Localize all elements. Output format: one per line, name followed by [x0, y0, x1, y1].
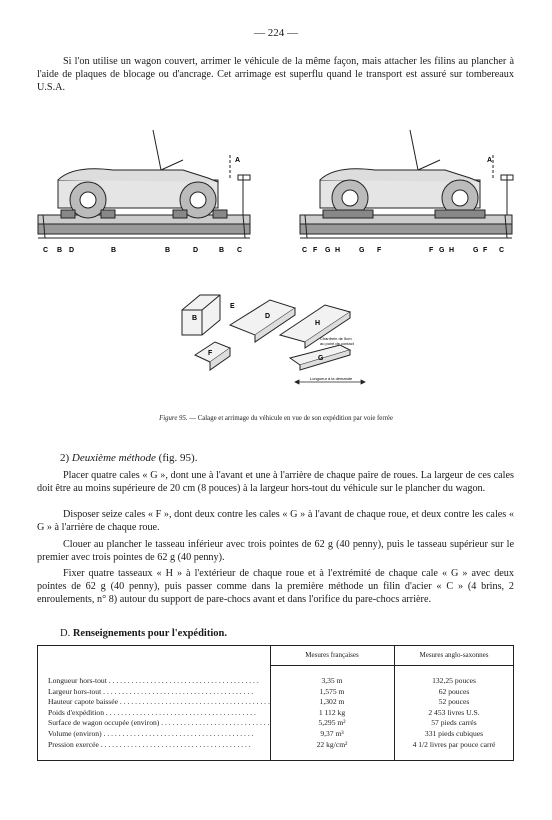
- svg-text:F: F: [313, 247, 318, 254]
- svg-text:H: H: [335, 247, 341, 254]
- svg-text:G: G: [359, 247, 365, 254]
- marker-label-right: A: [487, 157, 493, 164]
- table-row: Pression exercée . . . 22 kg/cm² 4 1/2 livres par pouce carré: [38, 740, 513, 751]
- table-row: Hauteur capote baissée . . . 1,302 m 52 pouces: [38, 697, 513, 708]
- marker-label-left: A: [235, 157, 241, 164]
- blocking-detail-drawing: [170, 290, 370, 395]
- vehicle-illustration-left: [33, 120, 258, 260]
- svg-text:C: C: [43, 247, 49, 254]
- header-french-measures: Mesures françaises: [305, 651, 359, 659]
- svg-text:D: D: [193, 247, 199, 254]
- svg-text:G: G: [318, 355, 324, 362]
- svg-text:B: B: [57, 247, 63, 254]
- svg-text:B: B: [111, 247, 117, 254]
- table-row: Largeur hors-tout . . . 1,575 m 62 pouces: [38, 687, 513, 698]
- svg-text:E: E: [230, 303, 235, 310]
- method-paragraph-2: Disposer seize cales « F », dont deux contre les cales « G » à l'avant de chaque roue, et deux contre les cales « G » à l'arrière de chaque roue.: [37, 509, 514, 534]
- svg-text:B: B: [192, 315, 198, 322]
- shipping-info-table: [37, 645, 514, 761]
- svg-text:B: B: [219, 247, 225, 254]
- table-row: Longueur hors-tout . . . 3,35 m 132,25 pouces: [38, 676, 513, 687]
- svg-text:H: H: [315, 320, 321, 327]
- svg-text:F: F: [377, 247, 382, 254]
- method-paragraph-4: Fixer quatre tasseaux « H » à l'extérieur de chaque roue et à l'extrémité de chaque cale « G » avec deux pointes de 62 g (40 penny), puis passer comme dans la première méthode un filin d'acier « C » (4 brins, 2 enroulements, n° 8) autour du support de pare-chocs avant et dans l'orifice du pare-chocs arrière.: [37, 568, 514, 606]
- header-anglo-measures: Mesures anglo-saxonnes: [419, 651, 489, 659]
- svg-text:D: D: [265, 313, 271, 320]
- svg-text:Chanfrein de 5cm: Chanfrein de 5cm: [320, 336, 352, 341]
- table-row: Volume (environ) . . . 9,37 m³ 331 pieds cubiques: [38, 729, 513, 740]
- svg-text:au point de contact: au point de contact: [320, 341, 354, 346]
- svg-text:F: F: [429, 247, 434, 254]
- svg-text:F: F: [208, 350, 213, 357]
- page-number: — 224 —: [254, 27, 298, 39]
- figure-labels-left: [43, 247, 242, 254]
- svg-text:D: D: [69, 247, 75, 254]
- svg-text:C: C: [237, 247, 243, 254]
- table-row: Surface de wagon occupée (environ) . . . 5,295 m² 57 pieds carrés: [38, 718, 513, 729]
- svg-text:G: G: [473, 247, 479, 254]
- svg-text:C: C: [302, 247, 308, 254]
- method-paragraph-1: Placer quatre cales « G », dont une à l'avant et une à l'arrière de chaque paire de roues. La largeur de ces cales doit être au moins supérieure de 20 cm (8 pouces) à la largeur hors-tout du véhicule sur le plancher du wagon.: [37, 470, 514, 495]
- intro-paragraph: Si l'on utilise un wagon couvert, arrimer le véhicule de la même façon, mais attacher les filins au plancher à l'aide de plaques de blocage ou d'ancrage. Cet arrimage est superflu quand le transport est assuré sur tombereaux U.S.A.: [37, 56, 514, 94]
- method-heading: 2) Deuxième méthode (fig. 95).: [60, 452, 198, 464]
- svg-text:B: B: [165, 247, 171, 254]
- svg-text:G: G: [325, 247, 331, 254]
- figure-labels-right: [302, 247, 504, 254]
- svg-text:F: F: [483, 247, 488, 254]
- method-paragraph-3: Clouer au plancher le tasseau inférieur avec trois pointes de 62 g (40 penny), puis le tasseau supérieur sur le premier avec trois pointes de 62 g (40 penny).: [37, 539, 514, 564]
- svg-text:H: H: [449, 247, 455, 254]
- section-d-heading: D. Renseignements pour l'expédition.: [60, 628, 227, 639]
- svg-text:G: G: [439, 247, 445, 254]
- svg-text:C: C: [499, 247, 505, 254]
- table-row: Poids d'expédition . . . 1 112 kg 2 453 livres U.S.: [38, 708, 513, 719]
- svg-text:Longueur à la demande: Longueur à la demande: [310, 376, 353, 381]
- vehicle-illustration-right: [295, 120, 520, 260]
- figure-caption: Figure 95. — Calage et arrimage du véhicule en vue de son expédition par voie ferrée: [159, 415, 393, 422]
